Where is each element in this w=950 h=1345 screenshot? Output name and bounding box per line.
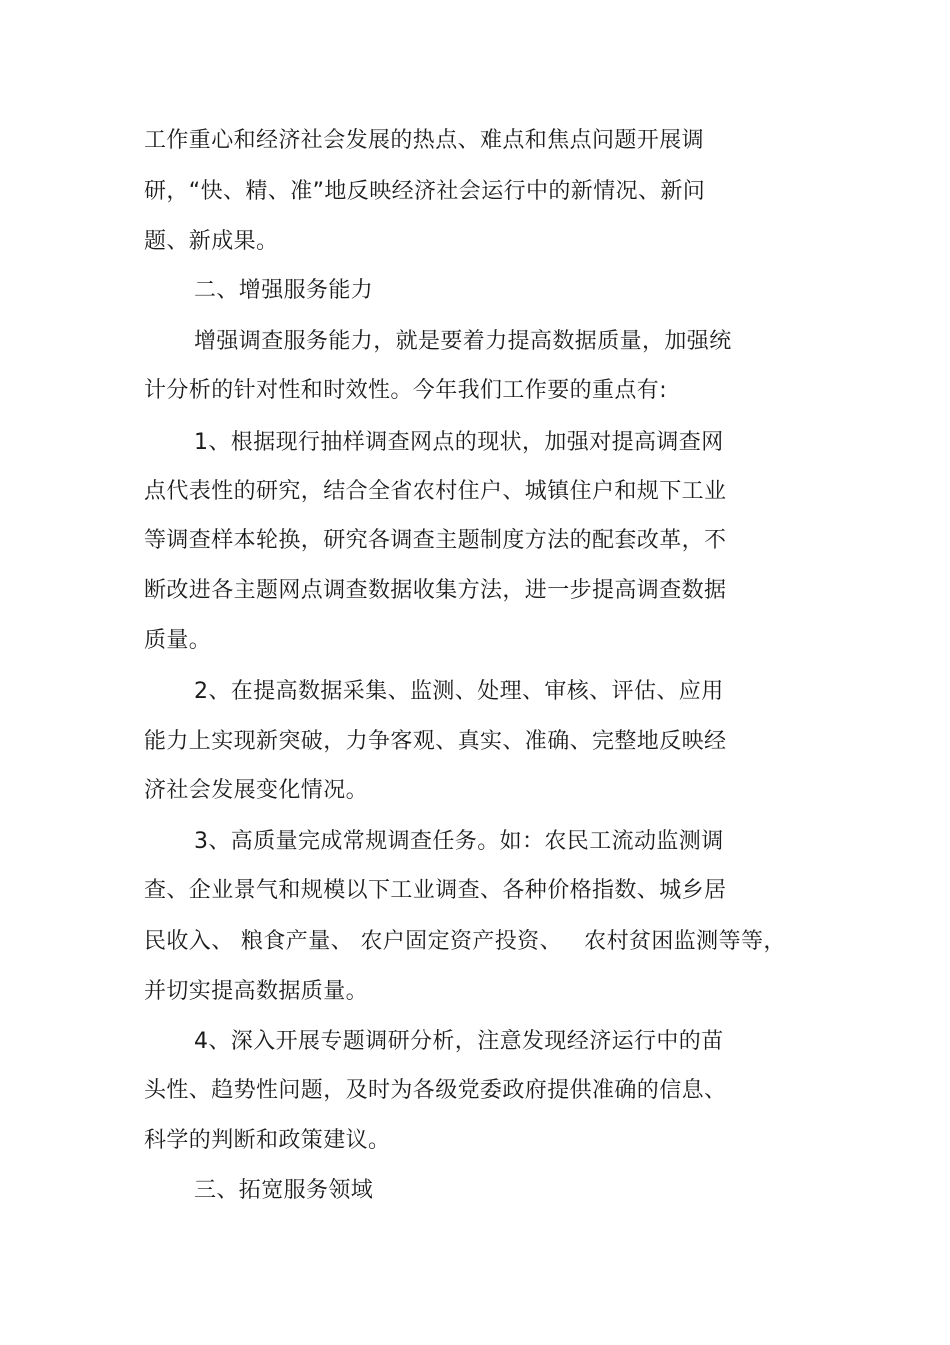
- paragraph-line: 计分析的针对性和时效性。今年我们工作要的重点有:: [144, 378, 668, 403]
- paragraph-line: 断改进各主题网点调查数据收集方法，进一步提高调查数据: [144, 578, 727, 603]
- paragraph-line: 质量。: [144, 628, 212, 653]
- paragraph-line: 济社会发展变化情况。: [144, 778, 369, 803]
- list-item-line: 3、高质量完成常规调查任务。如：农民工流动监测调: [194, 829, 724, 854]
- paragraph-line: 研，“快、精、准”地反映经济社会运行中的新情况、新问: [144, 179, 706, 204]
- paragraph-line: 头性、趋势性问题，及时为各级党委政府提供准确的信息、: [144, 1078, 727, 1103]
- paragraph-line: 能力上实现新突破，力争客观、真实、准确、完整地反映经: [144, 729, 727, 754]
- paragraph-line: 等调查样本轮换，研究各调查主题制度方法的配套改革，不: [144, 528, 727, 553]
- list-item-line: 2、在提高数据采集、监测、处理、审核、评估、应用: [194, 679, 724, 704]
- paragraph-line: 科学的判断和政策建议。: [144, 1128, 391, 1153]
- section-heading: 二、增强服务能力: [194, 278, 374, 303]
- paragraph-line: 增强调查服务能力，就是要着力提高数据质量，加强统: [194, 329, 732, 354]
- list-item-line: 1、根据现行抽样调查网点的现状，加强对提高调查网: [194, 430, 724, 455]
- section-heading: 三、拓宽服务领域: [194, 1178, 374, 1203]
- paragraph-line: 工作重心和经济社会发展的热点、难点和焦点问题开展调: [144, 128, 705, 153]
- paragraph-line: 题、新成果。: [144, 229, 279, 254]
- paragraph-line: 查、企业景气和规模以下工业调查、各种价格指数、城乡居: [144, 878, 727, 903]
- paragraph-line: 民收入、 粮食产量、 农户固定资产投资、 农村贫困监测等等，: [144, 929, 786, 954]
- paragraph-line: 点代表性的研究，结合全省农村住户、城镇住户和规下工业: [144, 479, 727, 504]
- list-item-line: 4、深入开展专题调研分析，注意发现经济运行中的苗: [194, 1029, 724, 1054]
- paragraph-line: 并切实提高数据质量。: [144, 979, 369, 1004]
